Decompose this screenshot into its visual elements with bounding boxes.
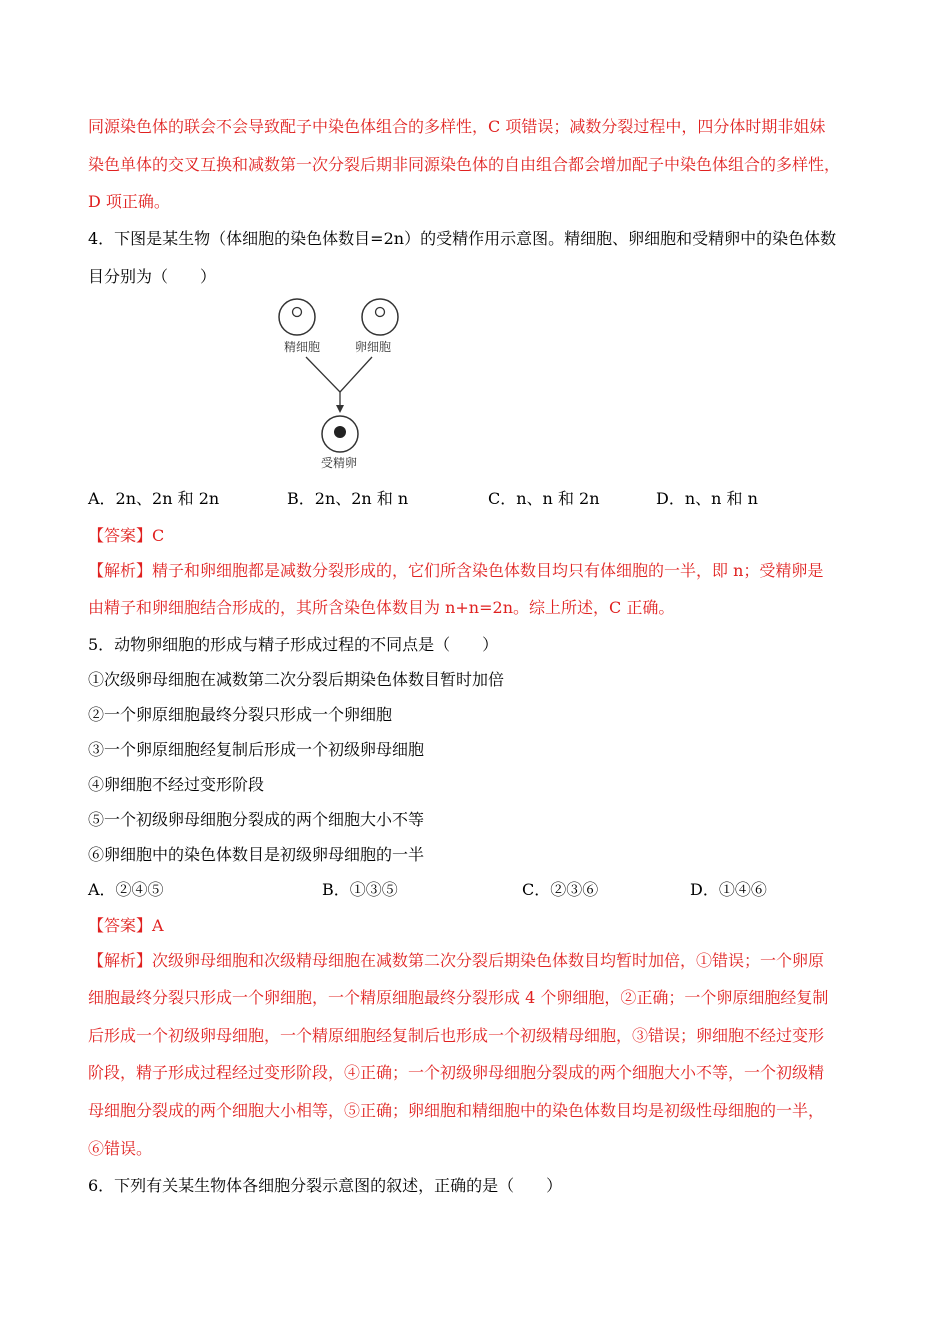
q5-item-5: ⑤一个初级卵母细胞分裂成的两个细胞大小不等 bbox=[88, 810, 425, 829]
q5-item-3: ③一个卵原细胞经复制后形成一个初级卵母细胞 bbox=[88, 740, 425, 759]
q3-analysis-line-3: D 项正确。 bbox=[88, 192, 170, 211]
q5-answer-tag: 【答案】 bbox=[88, 916, 153, 935]
q5-answer bbox=[88, 916, 164, 936]
q5-analysis-line-6: ⑥错误。 bbox=[88, 1139, 153, 1158]
q4-analysis-tag: 【解析】 bbox=[88, 561, 153, 580]
q6-stem: 6．下列有关某生物体各细胞分裂示意图的叙述，正确的是（ ） bbox=[88, 1176, 563, 1195]
q5-option-c: C．②③⑥ bbox=[522, 880, 599, 899]
q5-answer-value: A bbox=[152, 916, 164, 935]
q4-analysis-line-1 bbox=[88, 561, 823, 581]
q5-item-4: ④卵细胞不经过变形阶段 bbox=[88, 775, 265, 794]
q5-analysis-line-5: 母细胞分裂成的两个细胞大小相等，⑤正确；卵细胞和精细胞中的染色体数目均是初级性母细胞的一半， bbox=[88, 1101, 825, 1120]
zygote-cell bbox=[322, 416, 358, 452]
q4-option-b: B．2n、2n 和 n bbox=[287, 489, 409, 508]
sperm-label: 精细胞 bbox=[284, 340, 321, 354]
q4-analysis-text-1: 精子和卵细胞都是减数分裂形成的，它们所含染色体数目均只有体细胞的一半，即 n；受精卵是 bbox=[152, 561, 824, 580]
q5-stem: 5．动物卵细胞的形成与精子形成过程的不同点是（ ） bbox=[88, 635, 499, 654]
zygote-label: 受精卵 bbox=[321, 456, 358, 470]
q4-option-d: D．n、n 和 n bbox=[656, 489, 758, 508]
q5-analysis-line-2: 细胞最终分裂只形成一个卵细胞，一个精原细胞最终分裂形成 4 个卵细胞，②正确；一个卵原细胞经复制 bbox=[88, 988, 829, 1007]
merge-arrows bbox=[306, 357, 372, 413]
sperm-cell bbox=[279, 299, 315, 335]
q4-option-c: C．n、n 和 2n bbox=[488, 489, 600, 508]
q5-item-1: ①次级卵母细胞在减数第二次分裂后期染色体数目暂时加倍 bbox=[88, 670, 505, 689]
q3-analysis-line-2: 染色单体的交叉互换和减数第一次分裂后期非同源染色体的自由组合都会增加配子中染色体组合的多样性， bbox=[88, 155, 841, 174]
q5-analysis-line-1 bbox=[88, 951, 824, 971]
q5-option-b: B．①③⑤ bbox=[322, 880, 398, 899]
q5-analysis-tag: 【解析】 bbox=[88, 951, 153, 970]
q5-option-a: A．②④⑤ bbox=[88, 880, 164, 899]
q5-item-6: ⑥卵细胞中的染色体数目是初级卵母细胞的一半 bbox=[88, 845, 425, 864]
q3-analysis-line-1: 同源染色体的联会不会导致配子中染色体组合的多样性，C 项错误；减数分裂过程中，四分体时期非姐妹 bbox=[88, 117, 826, 136]
q4-answer-value: C bbox=[152, 526, 165, 545]
fertilization-diagram bbox=[270, 295, 410, 475]
q5-item-2: ②一个卵原细胞最终分裂只形成一个卵细胞 bbox=[88, 705, 393, 724]
q5-option-d: D．①④⑥ bbox=[690, 880, 767, 899]
q4-stem-line-2: 目分别为（ ） bbox=[88, 267, 217, 286]
q5-analysis-line-3: 后形成一个初级卵母细胞，一个精原细胞经复制后也形成一个初级精母细胞，③错误；卵细胞不经过变形 bbox=[88, 1026, 825, 1045]
q4-answer bbox=[88, 526, 164, 546]
q5-analysis-line-4: 阶段，精子形成过程经过变形阶段，④正确；一个初级卵母细胞分裂成的两个细胞大小不等，一个初级精 bbox=[88, 1063, 825, 1082]
q5-analysis-text-1: 次级卵母细胞和次级精母细胞在减数第二次分裂后期染色体数目均暂时加倍，①错误；一个卵原 bbox=[152, 951, 825, 970]
q4-analysis-line-2: 由精子和卵细胞结合形成的，其所含染色体数目为 n+n=2n。综上所述，C 正确。 bbox=[88, 598, 675, 617]
egg-cell bbox=[362, 299, 398, 335]
egg-label: 卵细胞 bbox=[355, 340, 392, 354]
q4-stem-line-1: 4．下图是某生物（体细胞的染色体数目=2n）的受精作用示意图。精细胞、卵细胞和受精卵中的染色体数 bbox=[88, 229, 837, 248]
q4-answer-tag: 【答案】 bbox=[88, 526, 153, 545]
q4-option-a: A．2n、2n 和 2n bbox=[88, 489, 220, 508]
